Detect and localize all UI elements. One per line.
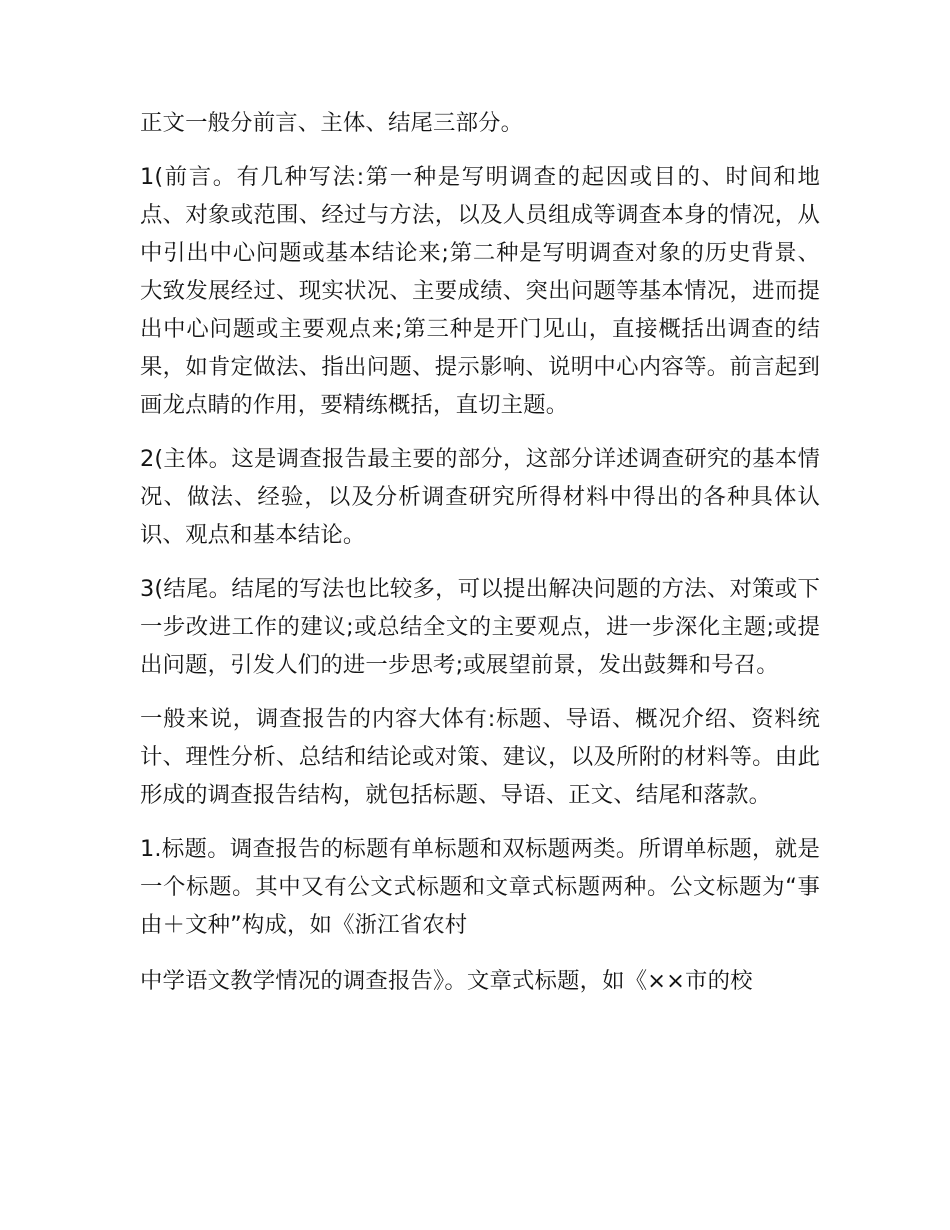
paragraph-section-1-preface: 1(前言。有几种写法:第一种是写明调查的起因或目的、时间和地点、对象或范围、经过与方法，以及人员组成等调查本身的情况，从中引出中心问题或基本结论来;第二种是写明调查对象的历史背景、大致发展经过、现实状况、主要成绩、突出问题等基本情况，进而提出中心问题或主要观点来;第三种是开门见山，直接概括出调查的结果，如肯定做法、指出问题、提示影响、说明中心内容等。前言起到画龙点睛的作用，要精练概括，直切主题。: [140, 164, 820, 418]
paragraph-section-3-ending: 3(结尾。结尾的写法也比较多，可以提出解决问题的方法、对策或下一步改进工作的建议;或总结全文的主要观点，进一步深化主题;或提出问题，引发人们的进一步思考;或展望前景，发出鼓舞和号召。: [140, 576, 820, 678]
paragraph-item-1-title-continued: 中学语文教学情况的调查报告》。文章式标题，如《××市的校: [140, 968, 753, 994]
paragraph-item-1-title: 1.标题。调查报告的标题有单标题和双标题两类。所谓单标题，就是一个标题。其中又有公文式标题和文章式标题两种。公文标题为“事由＋文种”构成，如《浙江省农村: [140, 836, 820, 938]
paragraph-intro-structure: 正文一般分前言、主体、结尾三部分。: [140, 110, 524, 136]
document-text-body: [140, 104, 820, 1000]
paragraph-section-2-main-body: 2(主体。这是调查报告最主要的部分，这部分详述调查研究的基本情况、做法、经验，以及分析调查研究所得材料中得出的各种具体认识、观点和基本结论。: [140, 446, 820, 548]
paragraph-general-content-overview: 一般来说，调查报告的内容大体有:标题、导语、概况介绍、资料统计、理性分析、总结和结论或对策、建议，以及所附的材料等。由此形成的调查报告结构，就包括标题、导语、正文、结尾和落款。: [140, 706, 820, 808]
